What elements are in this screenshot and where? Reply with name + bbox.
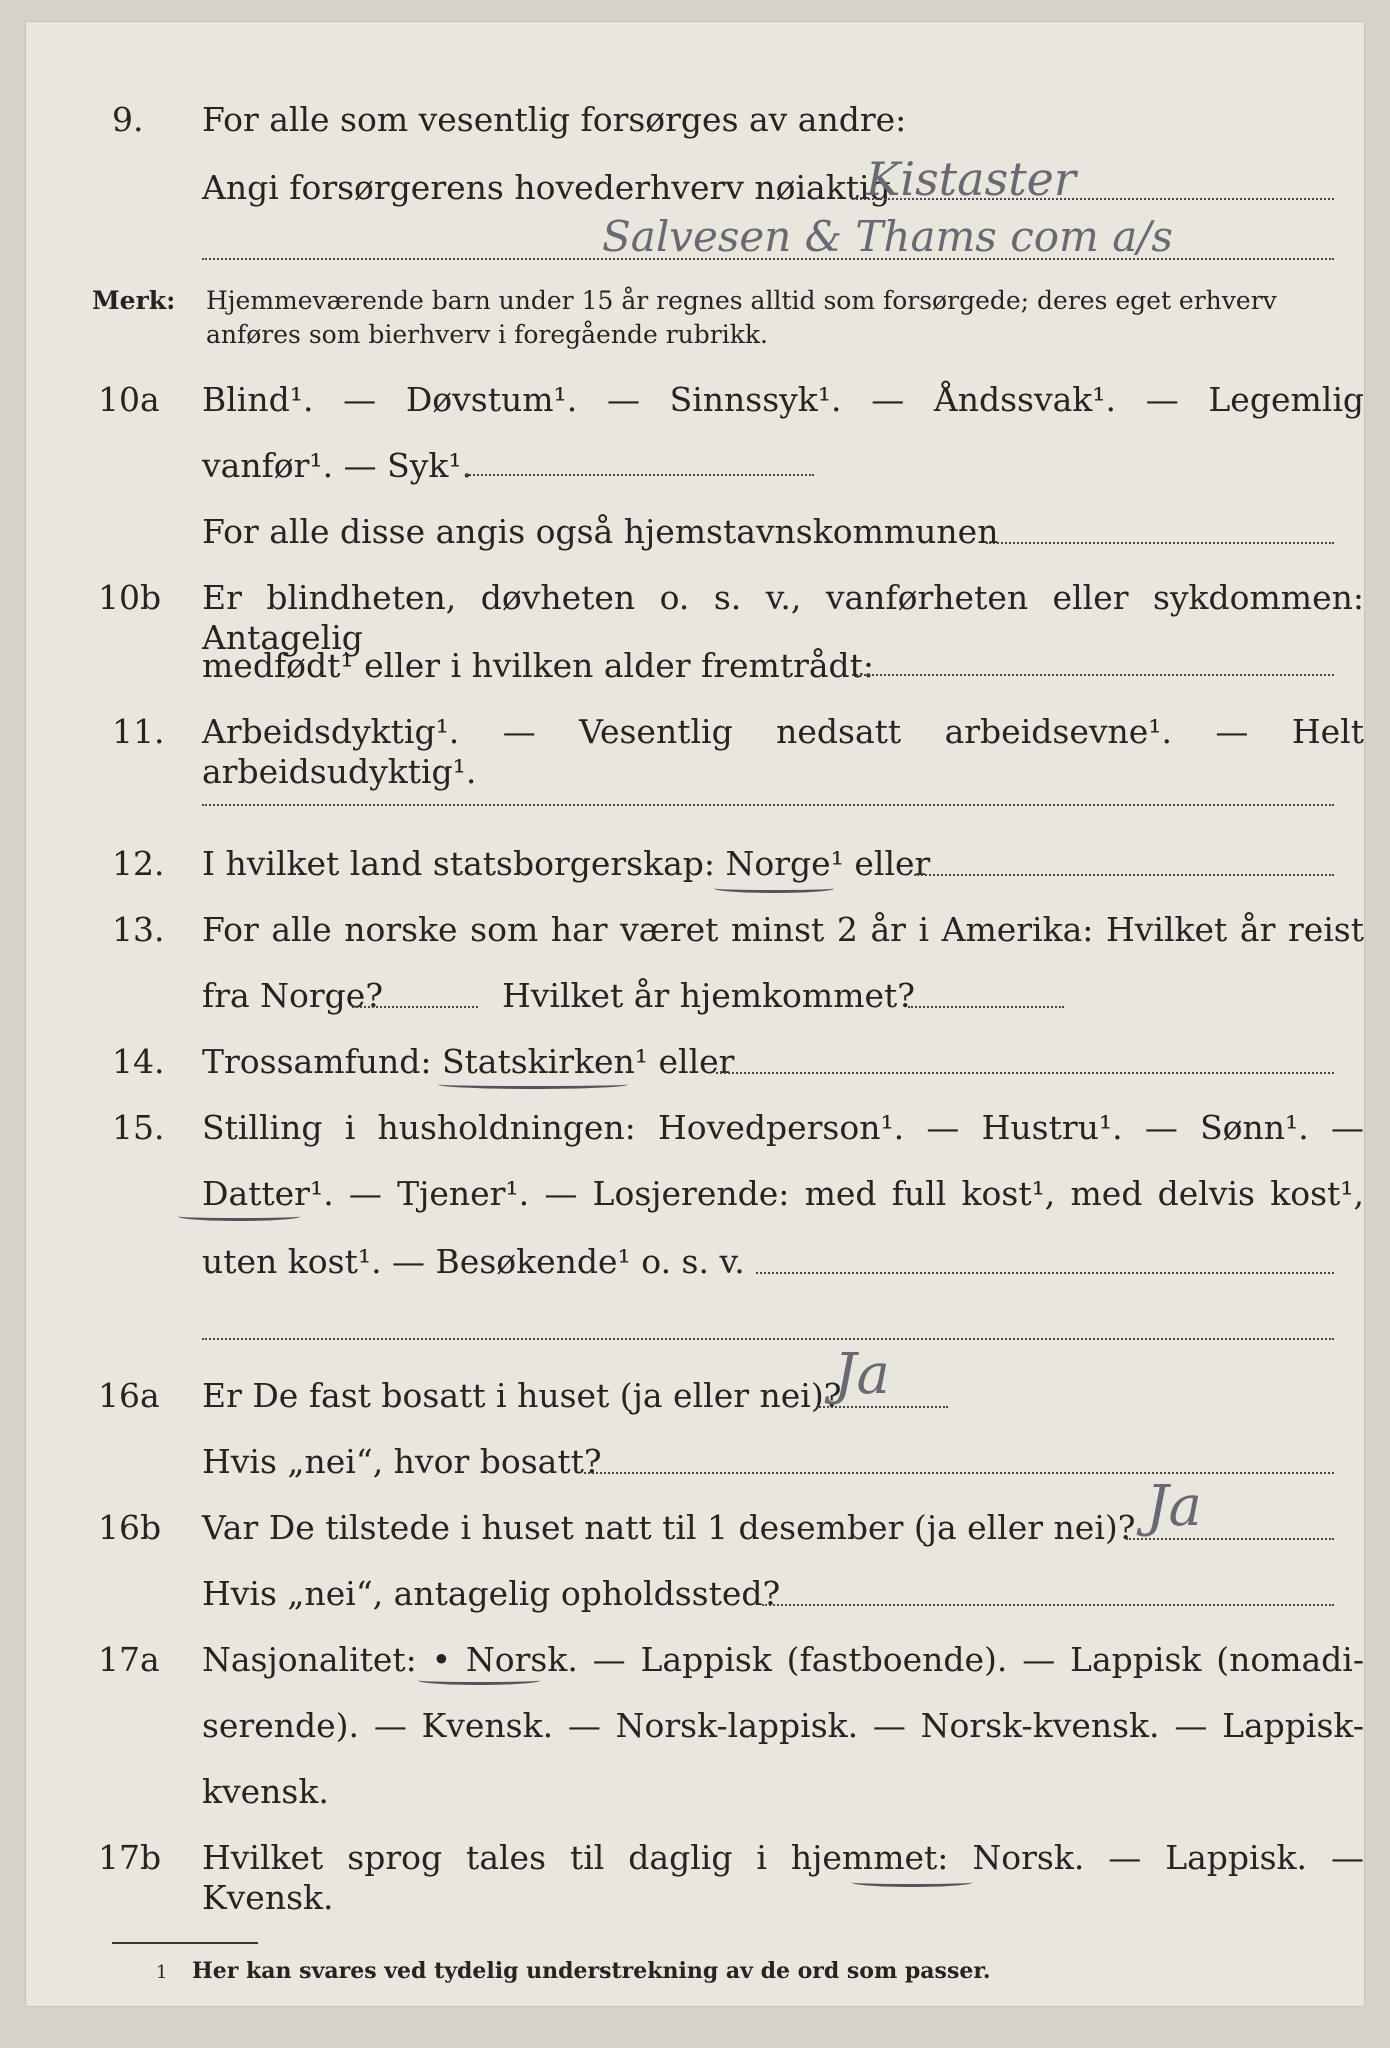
q9-handwritten-occupation: Kistaster — [866, 152, 1076, 206]
q9-line2: Angi forsørgerens hovederhverv nøiaktig — [202, 168, 891, 207]
q17a-line3: kvensk. — [202, 1772, 329, 1811]
q10b-line1: Er blindheten, døvheten o. s. v., vanførheten eller sykdommen: Antagelig — [202, 578, 1364, 657]
q16a-number: 16a — [98, 1376, 160, 1415]
q10a-line1: Blind¹. — Døvstum¹. — Sinnssyk¹. — Åndssvak¹. — Legemlig — [202, 380, 1364, 419]
q11-answer-line — [202, 804, 1334, 806]
q13-return-year-line — [908, 1006, 1064, 1008]
q12-number: 12. — [112, 844, 165, 883]
q16b-number: 16b — [98, 1508, 162, 1547]
q17b-line1: Hvilket sprog tales til daglig i hjemmet: Norsk. — Lappisk. — Kvensk. — [202, 1838, 1364, 1917]
q13-line2a: fra Norge? — [202, 976, 384, 1015]
q17a-line1: Nasjonalitet: • Norsk. — Lappisk (fastboende). — Lappisk (nomadi- — [202, 1640, 1364, 1679]
q16a-handwritten-answer: Ja — [834, 1342, 890, 1407]
q16a-line2: Hvis „nei“, hvor bosatt? — [202, 1442, 602, 1481]
q15-line1: Stilling i husholdningen: Hovedperson¹. — Hustru¹. — Sønn¹. — — [202, 1108, 1364, 1147]
q16b-line2: Hvis „nei“, antagelig opholdssted? — [202, 1574, 781, 1613]
q17a-norsk-underline — [418, 1676, 540, 1685]
q9-number: 9. — [112, 100, 144, 139]
q11-line1: Arbeidsdyktig¹. — Vesentlig nedsatt arbeidsevne¹. — Helt arbeidsudyktig¹. — [202, 712, 1364, 791]
q16b-whereabouts-line — [762, 1604, 1334, 1606]
q14-answer-line — [716, 1072, 1334, 1074]
q13-line2b: Hvilket år hjemkommet? — [502, 976, 915, 1015]
q12-answer-line — [914, 874, 1334, 876]
merk-line1: Hjemmeværende barn under 15 år regnes alltid som forsørgede; deres eget erhverv — [206, 286, 1277, 315]
q10a-line3: For alle disse angis også hjemstavnskommunen — [202, 512, 999, 551]
q17b-norsk-underline — [852, 1878, 972, 1887]
q14-line1: Trossamfund: Statskirken¹ eller — [202, 1042, 735, 1081]
q17a-line2: serende). — Kvensk. — Norsk-lappisk. — Norsk-kvensk. — Lappisk- — [202, 1706, 1364, 1745]
q10b-line2: medfødt¹ eller i hvilken alder fremtrådt: — [202, 646, 875, 685]
q17a-number: 17a — [98, 1640, 160, 1679]
q14-number: 14. — [112, 1042, 165, 1081]
q16a-line1: Er De fast bosatt i huset (ja eller nei)? — [202, 1376, 842, 1415]
q10a-number: 10a — [98, 380, 160, 419]
q10b-answer-line — [852, 674, 1334, 676]
q13-departure-year-line — [352, 1006, 478, 1008]
q15-line2: Datter¹. — Tjener¹. — Losjerende: med full kost¹, med delvis kost¹, — [202, 1174, 1364, 1213]
q10a-line2: vanfør¹. — Syk¹. — [202, 446, 473, 485]
q16b-line1: Var De tilstede i huset natt til 1 desember (ja eller nei)? — [202, 1508, 1136, 1547]
q9-handwritten-employer: Salvesen & Thams com a/s — [602, 212, 1173, 261]
q16a-residence-line — [584, 1472, 1334, 1474]
q12-norge-underline — [714, 884, 834, 893]
q17b-number: 17b — [98, 1838, 162, 1877]
census-form-page — [26, 22, 1364, 2006]
footnote-rule — [112, 1942, 258, 1944]
q15-line3: uten kost¹. — Besøkende¹ o. s. v. — [202, 1242, 745, 1281]
q15-extra-line — [202, 1338, 1334, 1340]
q10a-sick-answer-line — [466, 474, 814, 476]
merk-line2: anføres som bierhverv i foregående rubrikk. — [206, 320, 768, 349]
footnote-mark: 1 — [156, 1962, 168, 1983]
q14-statskirken-underline — [438, 1080, 628, 1089]
q10b-number: 10b — [98, 578, 162, 617]
footnote-text: Her kan svares ved tydelig understrekning av de ord som passer. — [192, 1958, 991, 1984]
q12-line1: I hvilket land statsborgerskap: Norge¹ eller — [202, 844, 931, 883]
q15-datter-underline — [178, 1212, 300, 1221]
q10a-home-municipality-line — [986, 542, 1334, 544]
q13-line1: For alle norske som har været minst 2 år i Amerika: Hvilket år reist — [202, 910, 1364, 949]
q9-line1: For alle som vesentlig forsørges av andre: — [202, 100, 907, 139]
q15-number: 15. — [112, 1108, 165, 1147]
q15-answer-line — [756, 1272, 1334, 1274]
q11-number: 11. — [112, 712, 165, 751]
q13-number: 13. — [112, 910, 165, 949]
merk-label: Merk: — [92, 286, 176, 315]
q16b-handwritten-answer: Ja — [1146, 1474, 1202, 1539]
